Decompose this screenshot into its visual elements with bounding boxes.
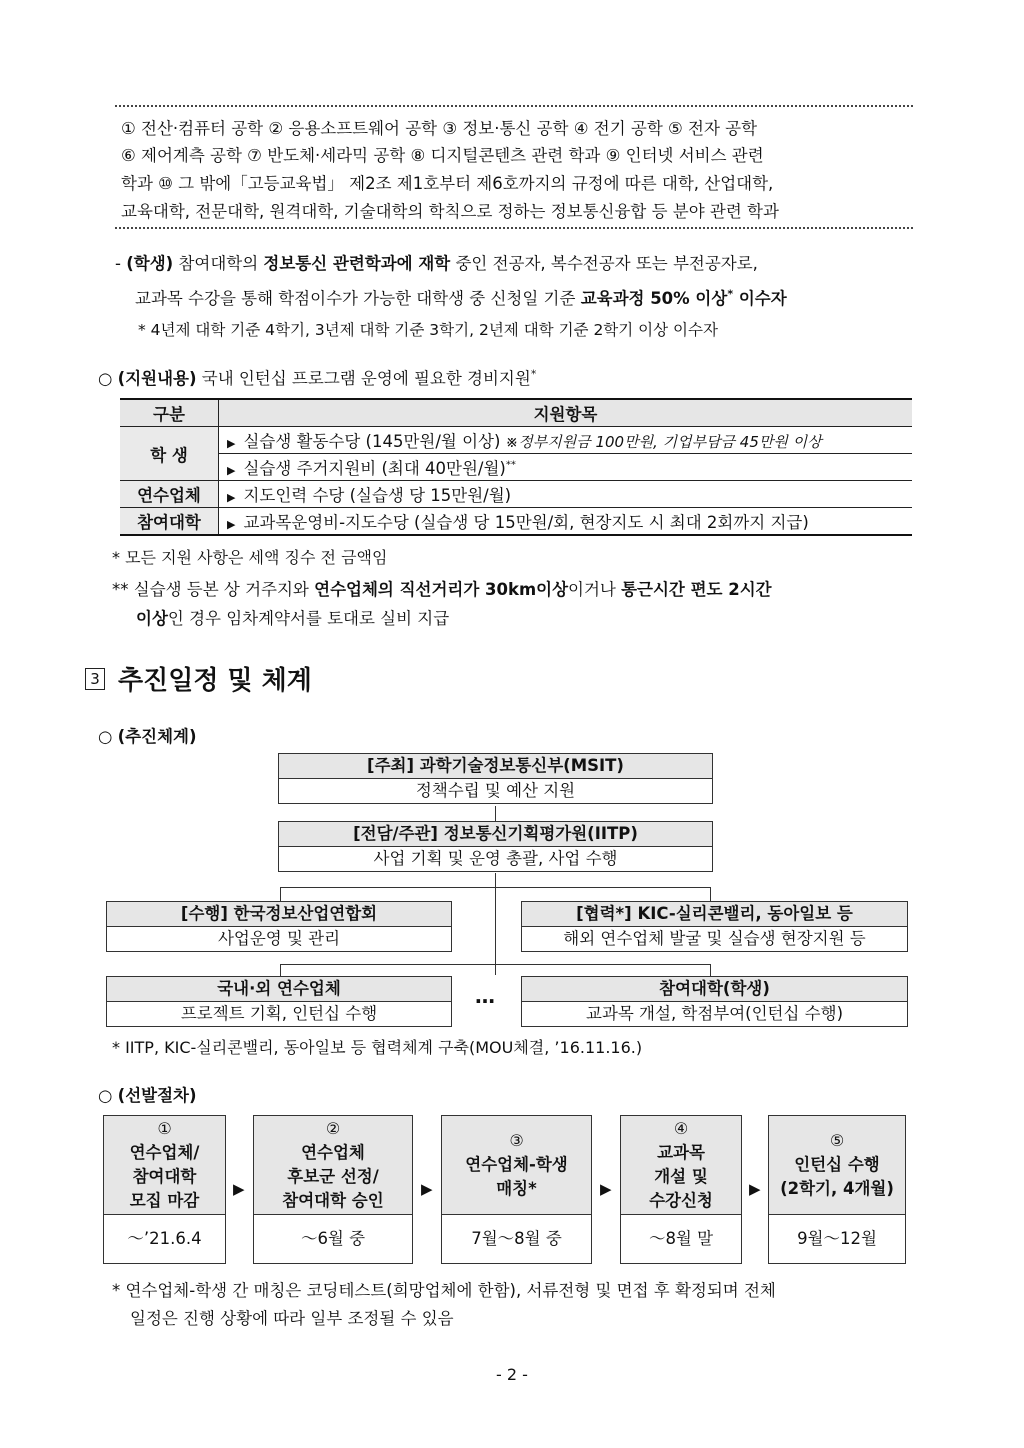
executor-head: [수행] 한국정보산업연합회 bbox=[107, 902, 451, 927]
student-item-1-text: 실습생 활동수당 (145만원/월 이상) bbox=[243, 432, 501, 451]
arrow-right-icon: ▶ bbox=[600, 1180, 612, 1198]
selection-label: (선발절차) bbox=[117, 1086, 197, 1105]
selection-note-line-2: 일정은 진행 상황에 따라 일부 조정될 수 있음 bbox=[130, 1309, 454, 1328]
section-title: 추진일정 및 체계 bbox=[118, 666, 312, 696]
connector-line bbox=[710, 964, 711, 976]
org-label: (추진체계) bbox=[117, 727, 197, 746]
student-item-2-sup: ** bbox=[505, 459, 516, 471]
step-line: 교과목 bbox=[657, 1143, 705, 1162]
ellipsis: … bbox=[475, 984, 495, 1008]
step-3-title bbox=[442, 1116, 591, 1215]
step-2 bbox=[253, 1115, 413, 1264]
connector-line bbox=[495, 873, 496, 975]
arrow-right-icon: ▶ bbox=[421, 1180, 433, 1198]
table-row bbox=[120, 427, 912, 454]
step-line: (2학기, 4개월) bbox=[780, 1179, 894, 1198]
step-4-title bbox=[621, 1116, 741, 1215]
note-2-c: 이거나 bbox=[568, 580, 616, 599]
category-student: 학 생 bbox=[120, 427, 219, 481]
step-line: 연수업체/ bbox=[129, 1143, 200, 1162]
connector-line bbox=[280, 964, 710, 965]
step-line: 후보군 선정/ bbox=[287, 1167, 379, 1186]
manager-box bbox=[278, 821, 713, 872]
table-row bbox=[120, 454, 912, 481]
step-1-date: ～’21.6.4 bbox=[104, 1215, 225, 1263]
step-5 bbox=[768, 1115, 906, 1264]
step-line: 연수업체 bbox=[301, 1143, 365, 1162]
table-note-2-line-2 bbox=[136, 605, 449, 629]
executor-box bbox=[106, 901, 452, 952]
page-number: - 2 - bbox=[496, 1365, 528, 1384]
triangle-bullet-icon: ▶ bbox=[227, 491, 236, 504]
step-number: ① bbox=[157, 1119, 172, 1138]
selection-heading bbox=[98, 1082, 197, 1106]
student-item-1 bbox=[219, 427, 913, 454]
student-eligibility-line-1 bbox=[115, 250, 758, 274]
step-4-date: ～8월 말 bbox=[621, 1215, 741, 1263]
department-line-3: 학과 ⑩ 그 밖에「고등교육법」 제2조 제1호부터 제6호까지의 규정에 따른 대학, 산업대학, bbox=[121, 174, 774, 193]
org-note: * IITP, KIC-실리콘밸리, 동아일보 등 협력체계 구축(MOU체결, ’16.11.16.) bbox=[112, 1038, 643, 1057]
triangle-bullet-icon: ▶ bbox=[227, 518, 236, 531]
executor-body: 사업운영 및 관리 bbox=[217, 929, 341, 948]
step-line: 수강신청 bbox=[649, 1191, 713, 1210]
table-row bbox=[120, 508, 912, 536]
note-2-f: 인 경우 임차계약서를 토대로 실비 지급 bbox=[167, 609, 450, 628]
company-head: 국내·외 연수업체 bbox=[107, 977, 451, 1002]
step-line: 모집 마감 bbox=[129, 1191, 200, 1210]
step-3 bbox=[441, 1115, 592, 1264]
support-sup: * bbox=[530, 367, 537, 381]
company-box bbox=[106, 976, 452, 1027]
support-table bbox=[120, 398, 912, 536]
table-note-1: * 모든 지원 사항은 세액 징수 전 금액임 bbox=[112, 548, 388, 567]
step-1-title bbox=[104, 1116, 225, 1215]
step-line: 참여대학 승인 bbox=[282, 1191, 384, 1210]
connector-line bbox=[710, 887, 711, 901]
arrow-right-icon: ▶ bbox=[749, 1180, 761, 1198]
student-item-1-note: ※정부지원금 100만원, 기업부담금 45만원 이상 bbox=[505, 433, 822, 451]
support-heading bbox=[98, 365, 536, 389]
student-text-5: 교육과정 50% 이상 bbox=[580, 289, 728, 308]
connector-line bbox=[280, 887, 710, 888]
category-company: 연수업체 bbox=[120, 481, 219, 508]
host-head: [주최] 과학기술정보통신부(MSIT) bbox=[279, 754, 712, 779]
note-mark: ** bbox=[112, 580, 129, 599]
student-label: (학생) bbox=[126, 254, 174, 273]
university-item-text: 교과목운영비-지도수당 (실습생 당 15만원/회, 현장지도 시 최대 2회까지 지급) bbox=[243, 513, 809, 532]
table-header-category: 구분 bbox=[120, 399, 219, 427]
company-item bbox=[219, 481, 913, 508]
selection-note-line-1: * 연수업체-학생 간 매칭은 코딩테스트(희망업체에 한함), 서류전형 및 면접 후 확정되며 전체 bbox=[112, 1281, 776, 1300]
department-list-box bbox=[115, 105, 913, 229]
section-number: 3 bbox=[85, 668, 105, 690]
step-line: 연수업체-학생 bbox=[465, 1155, 568, 1174]
dash: - bbox=[115, 254, 121, 273]
bullet-icon: ○ bbox=[98, 369, 113, 388]
category-university: 참여대학 bbox=[120, 508, 219, 536]
department-line-4: 교육대학, 전문대학, 원격대학, 기술대학의 학칙으로 정하는 정보통신융합 등 분야 관련 학과 bbox=[121, 202, 779, 221]
manager-body: 사업 기획 및 운영 총괄, 사업 수행 bbox=[373, 849, 618, 868]
step-3-date: 7월～8월 중 bbox=[442, 1215, 591, 1263]
bullet-icon: ○ bbox=[98, 1086, 113, 1105]
department-line-1: ① 전산·컴퓨터 공학 ② 응용소프트웨어 공학 ③ 정보·통신 공학 ④ 전기 공학 ⑤ 전자 공학 bbox=[121, 119, 758, 138]
table-note-2-line-1 bbox=[112, 576, 772, 600]
step-5-date: 9월～12월 bbox=[769, 1215, 905, 1263]
arrow-right-icon: ▶ bbox=[233, 1180, 245, 1198]
student-text-6: 이수자 bbox=[733, 289, 787, 308]
connector-line bbox=[280, 887, 281, 901]
note-2-b: 연수업체의 직선거리가 30km이상 bbox=[314, 580, 569, 599]
student-text-4: 교과목 수강을 통해 학점이수가 가능한 대학생 중 신청일 기준 bbox=[135, 289, 576, 308]
triangle-bullet-icon: ▶ bbox=[227, 464, 236, 477]
step-number: ⑤ bbox=[829, 1131, 845, 1150]
student-item-2 bbox=[219, 454, 913, 481]
step-line: 참여대학 bbox=[132, 1167, 197, 1186]
connector-line bbox=[280, 964, 281, 976]
step-5-title bbox=[769, 1116, 905, 1215]
bullet-icon: ○ bbox=[98, 727, 113, 746]
step-1 bbox=[103, 1115, 226, 1264]
company-body: 프로젝트 기획, 인턴십 수행 bbox=[180, 1004, 378, 1023]
university-item bbox=[219, 508, 913, 536]
host-box bbox=[278, 753, 713, 804]
student-text-2: 정보통신 관련학과에 재학 bbox=[263, 254, 451, 273]
support-text: 국내 인턴십 프로그램 운영에 필요한 경비지원 bbox=[201, 369, 531, 388]
student-text-3: 중인 전공자, 복수전공자 또는 부전공자로, bbox=[455, 254, 758, 273]
step-number: ③ bbox=[509, 1131, 524, 1150]
step-line: 개설 및 bbox=[654, 1167, 708, 1186]
note-2-e: 이상 bbox=[136, 609, 168, 628]
university-body: 교과목 개설, 학점부여(인턴십 수행) bbox=[586, 1004, 843, 1023]
support-label: (지원내용) bbox=[117, 369, 197, 388]
student-note: * 4년제 대학 기준 4학기, 3년제 대학 기준 3학기, 2년제 대학 기준 2학기 이상 이수자 bbox=[138, 321, 718, 339]
note-2-a: 실습생 등본 상 거주지와 bbox=[133, 580, 309, 599]
connector-line bbox=[495, 806, 496, 821]
note-2-d: 통근시간 편도 2시간 bbox=[621, 580, 772, 599]
university-head: 참여대학(학생) bbox=[522, 977, 907, 1002]
cooperation-box bbox=[521, 901, 908, 952]
triangle-bullet-icon: ▶ bbox=[227, 437, 236, 450]
step-2-date: ～6월 중 bbox=[254, 1215, 412, 1263]
step-number: ② bbox=[325, 1119, 341, 1138]
step-number: ④ bbox=[673, 1119, 689, 1138]
host-body: 정책수립 및 예산 지원 bbox=[415, 781, 576, 800]
cooperation-head: [협력*] KIC-실리콘밸리, 동아일보 등 bbox=[522, 902, 907, 927]
student-item-2-text: 실습생 주거지원비 (최대 40만원/월) bbox=[243, 459, 506, 478]
student-text-1: 참여대학의 bbox=[178, 254, 259, 273]
university-box bbox=[521, 976, 908, 1027]
table-row bbox=[120, 481, 912, 508]
student-eligibility-line-2 bbox=[135, 285, 787, 309]
step-4 bbox=[620, 1115, 742, 1264]
student-sup: * bbox=[727, 287, 734, 301]
step-line: 인턴십 수행 bbox=[794, 1155, 880, 1174]
department-line-2: ⑥ 제어계측 공학 ⑦ 반도체·세라믹 공학 ⑧ 디지털콘텐츠 관련 학과 ⑨ 인터넷 서비스 관련 bbox=[121, 146, 764, 165]
step-line: 매칭* bbox=[496, 1179, 537, 1198]
org-heading bbox=[98, 723, 197, 747]
step-2-title bbox=[254, 1116, 412, 1215]
manager-head: [전담/주관] 정보통신기획평가원(IITP) bbox=[279, 822, 712, 847]
cooperation-body: 해외 연수업체 발굴 및 실습생 현장지원 등 bbox=[563, 929, 866, 948]
company-item-text: 지도인력 수당 (실습생 당 15만원/월) bbox=[243, 486, 512, 505]
table-header-items: 지원항목 bbox=[219, 399, 913, 427]
